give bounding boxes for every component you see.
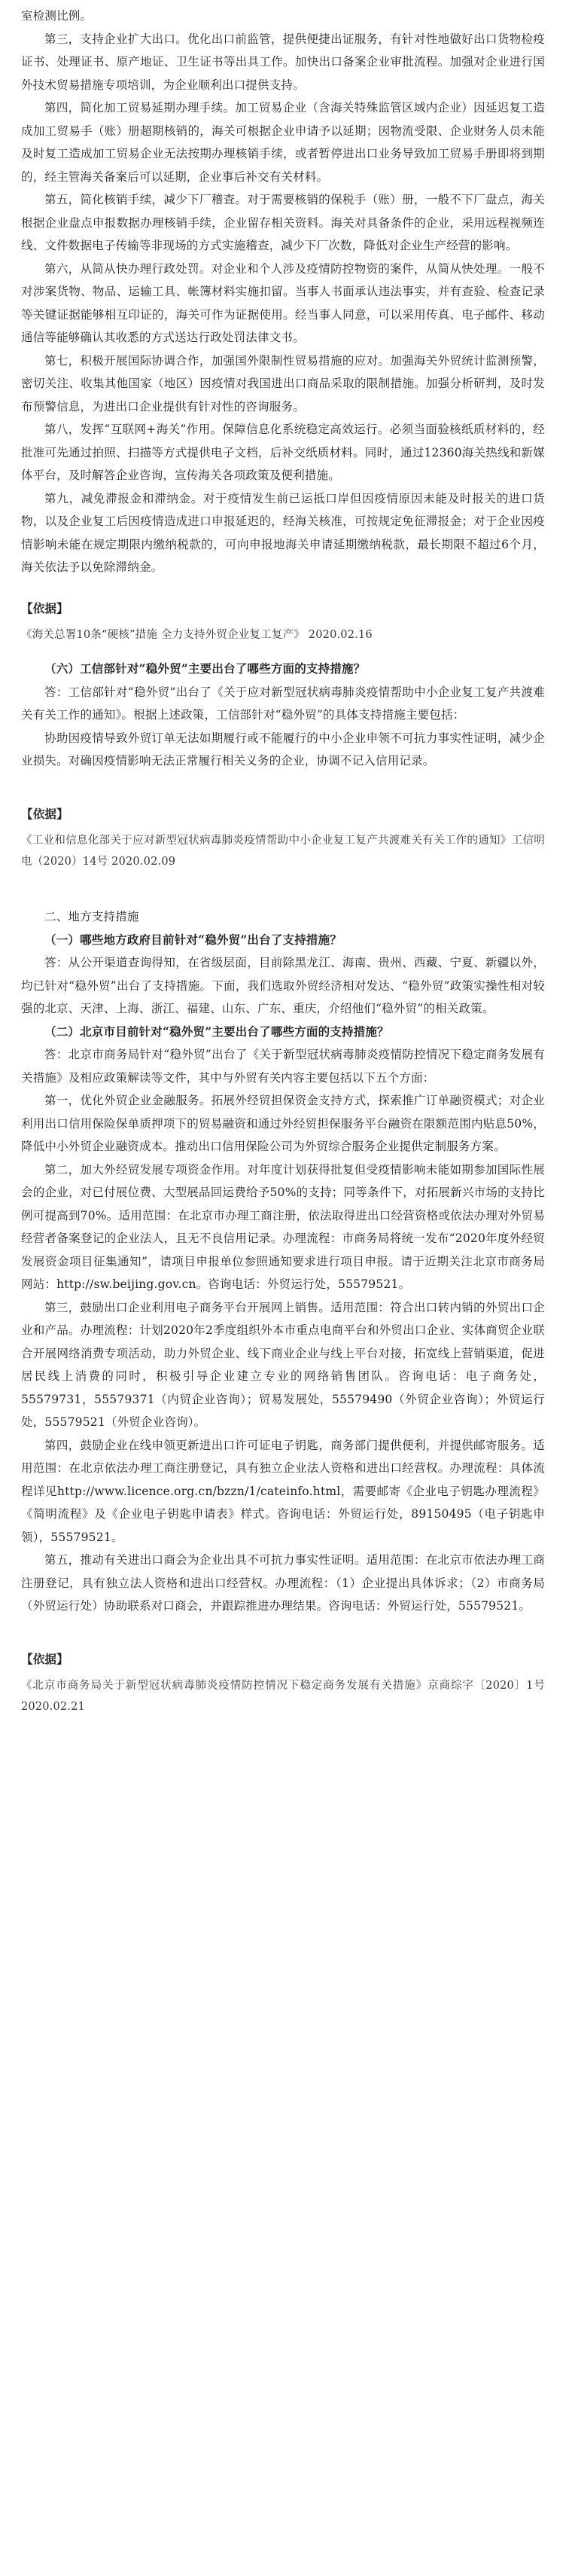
customs-measure-8: 第八，发挥“互联网+海关”作用。保障信息化系统稳定高效运行。必须当面验核纸质材料的，经批准可先通过拍照、扫描等方式提供电子文档，后补交纸质材料。同时，通过12360海关热线和新媒体平台，及时解答企业咨询，宣传海关各项政策及便利措施。 — [21, 423, 545, 482]
beijing-measure-1: 第一，优化外贸企业金融服务。拓展外经贸担保资金支持方式，探索推广订单融资模式；对企业利用出口信用保险保单质押项下的贸易融资和通过外经贸担保服务平台融资在限额范围内贴息50%，降低中小外贸企业融资成本。推动出口信用保险公司为外贸综合服务企业提供定制服务方案。 — [21, 1094, 545, 1153]
q6-heading: （六）工信部针对“稳外贸”主要出台了哪些方面的支持措施？ — [44, 661, 366, 676]
miit-basis-citation: 《工业和信息化部关于应对新型冠状病毒肺炎疫情帮助中小企业复工复产共渡难关有关工作的通知》工信明电（2020）14号 2020.02.09 — [21, 835, 545, 868]
q1-answer: 答：从公开渠道查询得知，在省级层面，目前除黑龙江、海南、贵州、西藏、宁夏、新疆以外，均已针对“稳外贸”出台了支持措施。下面，我们选取外贸经济相对发达、“稳外贸”政策实操性相对较强的北京、天津、上海、浙江、福建、山东、广东、重庆，介绍他们“稳外贸”的相关政策。 — [21, 956, 545, 1015]
q2-answer: 答：北京市商务局针对“稳外贸”出台了《关于新型冠状病毒肺炎疫情防控情况下稳定商务发展有关措施》及相应政策解读等文件，其中与外贸有关内容主要包括以下五个方面： — [21, 1048, 545, 1085]
customs-measure-7: 第七，积极开展国际协调合作，加强国外限制性贸易措施的应对。加强海关外贸统计监测预警，密切关注、收集其他国家（地区）因疫情对我国进出口商品采取的限制措施。加强分析研判，及时发布预警信息，为进出口企业提供有针对性的咨询服务。 — [21, 353, 545, 414]
customs-measure-4: 第四，简化加工贸易延期办理手续。加工贸易企业（含海关特殊监管区域内企业）因延迟复工造成加工贸易手（账）册超期核销的，海关可根据企业申请予以延期；因物流受限、企业财务人员未能及时复工造成加工贸易企业无法按期办理核销手续，或者暂停进出口业务导致加工贸易手册即将到期的，经主管海关备案后可以延期，企业事后补交有关材料。 — [21, 101, 545, 184]
q2-heading: （二）北京市目前针对“稳外贸”主要出台了哪些方面的支持措施？ — [44, 1024, 389, 1039]
customs-measure-5: 第五，简化核销手续，减少下厂稽查。对于需要核销的保税手（账）册，一般不下厂盘点，海关根据企业盘点申报数据办理核销手续，企业留存相关资料。海关对具备条件的企业，采用远程视频连线、文件数据电子传输等非现场的方式实施稽查，减少下厂次数，降低对企业生产经营的影响。 — [21, 193, 545, 252]
beijing-basis-citation: 《北京市商务局关于新型冠状病毒肺炎疫情防控情况下稳定商务发展有关措施》京商综字〔2020〕1号 2020.02.21 — [21, 1680, 545, 1713]
section-two-heading: 二、地方支持措施 — [44, 910, 139, 923]
beijing-measure-4: 第四，鼓励企业在线申领更新进出口许可证电子钥匙，商务部门提供便利，并提供邮寄服务。适用范围：在北京依法办理工商注册登记，具有独立企业法人资格和进出口经营权。办理流程：具体流程详见http://www.licence.org.cn/bzzn/1/cateinfo.html，需要邮寄《企业电子钥匙办理流程》《简明流程》及《企业电子钥匙申请表》样式。咨询电话：外贸运行处，89150495（电子钥匙申领），55579521。 — [21, 1438, 545, 1544]
beijing-measures-list — [21, 1089, 545, 1618]
q1-heading: （一）哪些地方政府目前针对“稳外贸”出台了支持措施？ — [44, 932, 342, 947]
intro-tail-text: 室检测比例。 — [21, 9, 93, 23]
beijing-measure-5: 第五，推动有关进出口商会为企业出具不可抗力事实性证明。适用范围：在北京市依法办理工商注册登记，具有独立法人资格和进出口经营权。办理流程：（1）企业提出具体诉求；（2）市商务局（外贸运行处）协助联系对口商会，并跟踪推进办理结果。咨询电话：外贸运行处，55579521。 — [21, 1553, 545, 1613]
customs-measure-3: 第三，支持企业扩大出口。优化出口前监管，提供便捷出证服务，有针对性地做好出口货物检疫证书、处理证书、原产地证、卫生证书等出具工作。加快出口备案企业审批流程。加强对企业进行国外技术贸易措施专项培训，为企业顺利出口提供支持。 — [21, 32, 545, 92]
customs-measures-list — [21, 28, 545, 579]
customs-basis-citation: 《海关总署10条“硬核”措施 全力支持外贸企业复工复产》 2020.02.16 — [21, 629, 373, 641]
basis-label-customs: 【依据】 — [21, 600, 68, 615]
customs-measure-6: 第六，从简从快办理行政处罚。对企业和个人涉及疫情防控物资的案件，从简从快处理。一般不对涉案货物、物品、运输工具、帐簿材料实施扣留。当事人书面承认违法事实，并有查验、检查记录等关键证据能够相互印证的，海关可作为证据使用。经当事人同意，可以采用传真、电子邮件、移动通信等能够确认其收悉的方式送达行政处罚法律文书。 — [21, 261, 545, 344]
basis-label-miit: 【依据】 — [21, 806, 68, 821]
q6-measure: 协助因疫情导致外贸订单无法如期履行或不能履行的中小企业申领不可抗力事实性证明，减少企业损失。对确因疫情影响无法正常履行相关义务的企业，协调不记入信用记录。 — [21, 731, 545, 768]
basis-label-beijing: 【依据】 — [21, 1651, 68, 1666]
q6-answer: 答：工信部针对“稳外贸”出台了《关于应对新型冠状病毒肺炎疫情帮助中小企业复工复产共渡难关有关工作的通知》。根据上述政策，工信部针对“稳外贸”的具体支持措施主要包括： — [21, 685, 545, 722]
beijing-measure-2: 第二，加大外经贸发展专项资金作用。对年度计划获得批复但受疫情影响未能如期参加国际性展会的企业，对已付展位费、大型展品回运费给予50%的支持；同等条件下，对拓展新兴市场的支持比例可提高到70%。适用范围：在北京市办理工商注册，依法取得进出口经营资格或依法办理对外贸易经营者备案登记的企业法人，且无不良信用记录。办理流程：市商务局将统一发布“2020年度外经贸发展资金项目征集通知”，请项目申报单位参照通知要求进行项目申报。请于近期关注北京市商务局网站：http://sw.beijing.gov.cn。咨询电话：外贸运行处，55579521。 — [21, 1162, 545, 1291]
customs-measure-9: 第九，减免滞报金和滞纳金。对于疫情发生前已运抵口岸但因疫情原因未能及时报关的进口货物，以及企业复工后因疫情造成进口申报延迟的，经海关核准，可按规定免征滞报金；对于企业因疫情影响未能在规定期限内缴纳税款的，可向申报地海关申请延期缴纳税款，最长期限不超过6个月，海关依法予以免除滞纳金。 — [21, 491, 545, 574]
beijing-measure-3: 第三，鼓励出口企业利用电子商务平台开展网上销售。适用范围：符合出口转内销的外贸出口企业和产品。办理流程：计划2020年2季度组织外本市重点电商平台和外贸出口企业、实体商贸企业联合开展网络消费专项活动，助力外贸企业、线下商业企业与线上平台对接，拓宽线上营销渠道，促进居民线上消费的同时，积极引导企业建立专业的网络销售团队。咨询电话：电子商务处，55579731，55579371（内贸企业咨询）；贸易发展处，55579490（外贸企业咨询）；外贸运行处，55579521（外贸企业咨询）。 — [21, 1300, 545, 1429]
